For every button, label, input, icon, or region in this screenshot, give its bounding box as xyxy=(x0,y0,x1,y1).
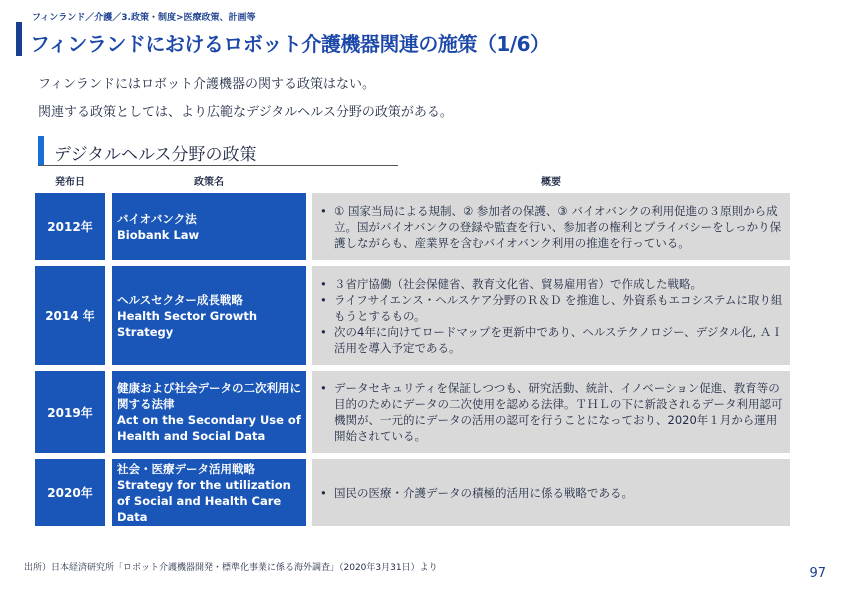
column-header-date: 発布日 xyxy=(55,177,85,188)
policy-summary xyxy=(312,459,790,526)
policy-name-en: Strategy for the utilization of Social and Health Care Data xyxy=(117,477,291,524)
column-header-name: 政策名 xyxy=(194,177,224,188)
section-accent-bar xyxy=(38,136,44,166)
section-title: デジタルヘルス分野の政策 xyxy=(54,145,257,165)
summary-item: • ライフサイエンス・ヘルスケア分野のＲ＆Ｄ を推進し、外資系もエコシステムに取り組もうとするもの。 xyxy=(320,292,784,324)
intro-line-2: 関連する政策としては、より広範なデジタルヘルス分野の政策がある。 xyxy=(38,105,453,120)
table-row xyxy=(35,459,790,526)
policy-date: 2019年 xyxy=(35,371,105,453)
policy-name xyxy=(112,459,306,526)
breadcrumb: フィンランド／介護／3.政策・制度>医療政策、計画等 xyxy=(32,13,256,23)
policy-name-ja: バイオバンク法 xyxy=(117,211,197,226)
summary-item: • ３省庁協働（社会保健省、教育文化省、貿易雇用省）で作成した戦略。 xyxy=(320,276,784,292)
section-divider xyxy=(38,165,398,166)
policy-name-en: Biobank Law xyxy=(117,227,200,242)
policy-name-ja: 社会・医療データ活用戦略 xyxy=(117,461,255,476)
policy-date: 2020年 xyxy=(35,459,105,526)
summary-item: • 次の4年に向けてロードマップを更新中であり、ヘルステクノロジー、デジタル化, ＡＩ活用を導入予定である。 xyxy=(320,324,784,356)
source-note: 出所）日本経済研究所「ロボット介護機器開発・標準化事業に係る海外調査」（2020年3月31日）より xyxy=(24,563,438,573)
column-header-summary: 概要 xyxy=(541,177,561,188)
policy-summary xyxy=(312,371,790,453)
page-number: 97 xyxy=(809,566,826,581)
policy-name-ja: ヘルスセクター成長戦略 xyxy=(117,292,243,307)
policy-name-en: Health Sector Growth Strategy xyxy=(117,308,258,339)
summary-item: • 国民の医療・介護データの積極的活用に係る戦略である。 xyxy=(320,485,633,501)
policy-summary xyxy=(312,193,790,260)
policy-name xyxy=(112,266,306,365)
policy-name-ja: 健康および社会データの二次利用に関する法律 xyxy=(117,381,301,411)
intro-line-1: フィンランドにはロボット介護機器の関する政策はない。 xyxy=(38,77,375,92)
policy-name xyxy=(112,193,306,260)
page-title: フィンランドにおけるロボット介護機器関連の施策（1/6） xyxy=(30,32,550,56)
summary-item: • データセキュリティを保証しつつも、研究活動、統計、イノベーション促進、教育等の目的のためにデータの二次使用を認める法律。ＴＨＬの下に新設されるデータ利用認可機関が、一元的にデータの活用の認可を行うことになっており、2020年１月から運用開始されている。 xyxy=(320,380,784,444)
policy-name xyxy=(112,371,306,453)
table-row xyxy=(35,266,790,365)
policy-date: 2014 年 xyxy=(35,266,105,365)
table-row xyxy=(35,371,790,453)
policy-name-en: Act on the Secondary Use of Health and Social Data xyxy=(117,413,301,443)
policy-summary xyxy=(312,266,790,365)
summary-item: • ① 国家当局による規制、② 参加者の保護、③ バイオバンクの利用促進の３原則から成立。国がバイオバンクの登録や監査を行い、参加者の権利とプライバシーをしっかり保護しながらも、産業界を含むバイオバンク利用の推進を行っている。 xyxy=(320,203,784,251)
policy-date: 2012年 xyxy=(35,193,105,260)
table-row xyxy=(35,193,790,260)
title-accent-bar xyxy=(16,22,22,56)
